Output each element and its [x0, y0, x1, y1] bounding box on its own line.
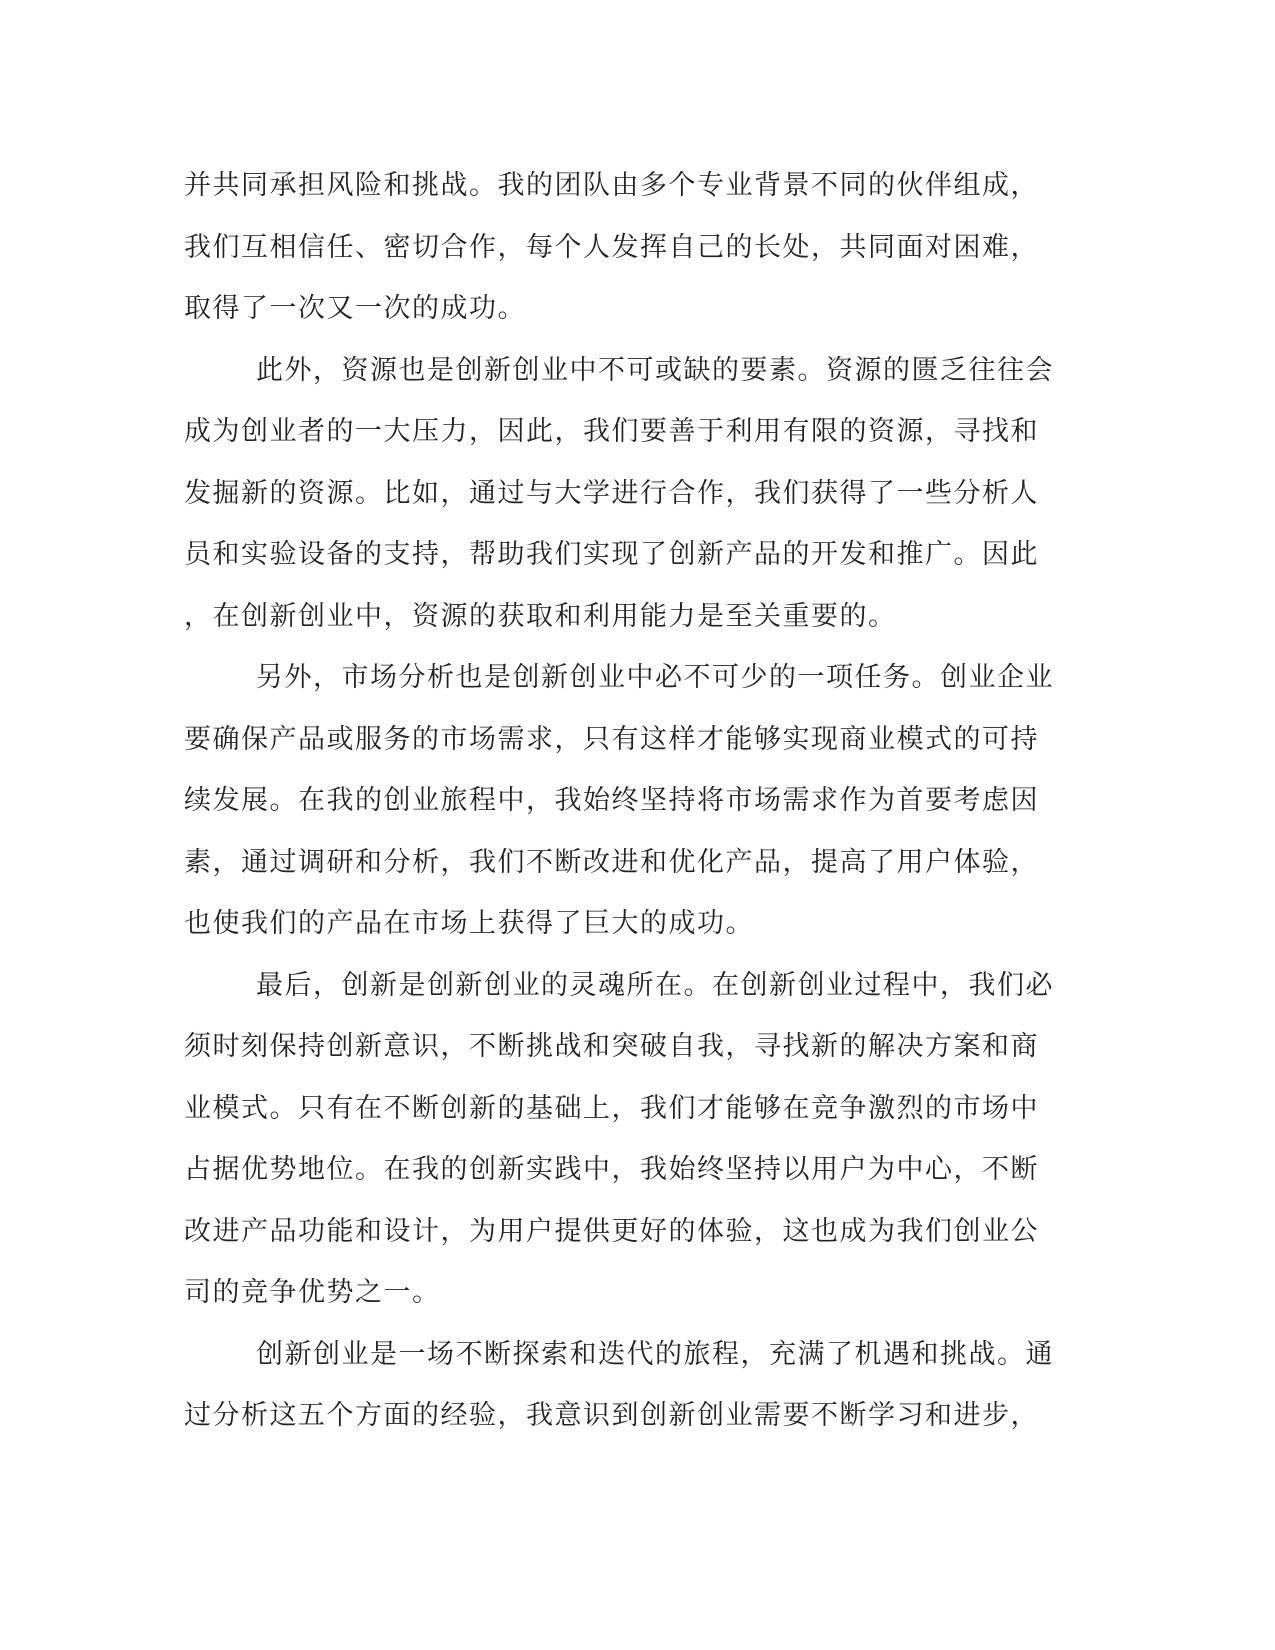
text-line: 我们互相信任、密切合作，每个人发挥自己的长处，共同面对困难，: [184, 231, 1039, 263]
text-line: 改进产品功能和设计，为用户提供更好的体验，这也成为我们创业公: [184, 1215, 1039, 1247]
text-line: 员和实验设备的支持，帮助我们实现了创新产品的开发和推广。因此: [184, 539, 1039, 570]
text-line: 取得了一次又一次的成功。: [184, 293, 526, 324]
text-line: 司的竞争优势之一。: [184, 1277, 441, 1308]
body-text: [184, 155, 1064, 1447]
text-line: 成为创业者的一大压力，因此，我们要善于利用有限的资源，寻找和: [184, 416, 1039, 447]
text-line: 素，通过调研和分析，我们不断改进和优化产品，提高了用户体验，: [184, 846, 1039, 878]
text-line: 另外，市场分析也是创新创业中必不可少的一项任务。创业企业: [256, 662, 1054, 693]
text-line: 也使我们的产品在市场上获得了巨大的成功。: [184, 908, 754, 939]
text-line: 过分析这五个方面的经验，我意识到创新创业需要不断学习和进步，: [184, 1400, 1039, 1431]
text-line: 占据优势地位。在我的创新实践中，我始终坚持以用户为中心，不断: [184, 1154, 1039, 1185]
text-line: 续发展。在我的创业旅程中，我始终坚持将市场需求作为首要考虑因: [184, 785, 1039, 816]
text-line: ，在创新创业中，资源的获取和利用能力是至关重要的。: [184, 600, 897, 632]
text-line: 创新创业是一场不断探索和迭代的旅程，充满了机遇和挑战。通: [256, 1338, 1054, 1370]
text-line: 须时刻保持创新意识，不断挑战和突破自我，寻找新的解决方案和商: [184, 1031, 1039, 1062]
text-line: 并共同承担风险和挑战。我的团队由多个专业背景不同的伙伴组成，: [184, 170, 1039, 201]
text-line: 最后，创新是创新创业的灵魂所在。在创新创业过程中，我们必: [256, 969, 1054, 1001]
text-line: 要确保产品或服务的市场需求，只有这样才能够实现商业模式的可持: [184, 723, 1039, 755]
text-line: 业模式。只有在不断创新的基础上，我们才能够在竞争激烈的市场中: [184, 1092, 1039, 1124]
text-line: 此外，资源也是创新创业中不可或缺的要素。资源的匮乏往往会: [256, 354, 1054, 386]
text-line: 发掘新的资源。比如，通过与大学进行合作，我们获得了一些分析人: [184, 477, 1039, 509]
